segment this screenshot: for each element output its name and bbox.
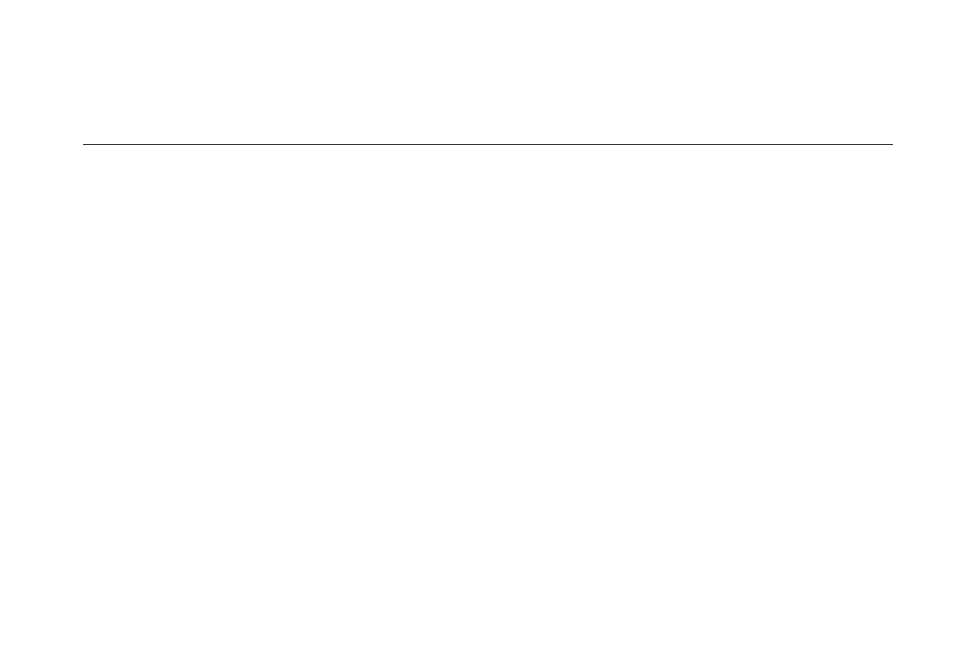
header-divider (83, 144, 893, 145)
